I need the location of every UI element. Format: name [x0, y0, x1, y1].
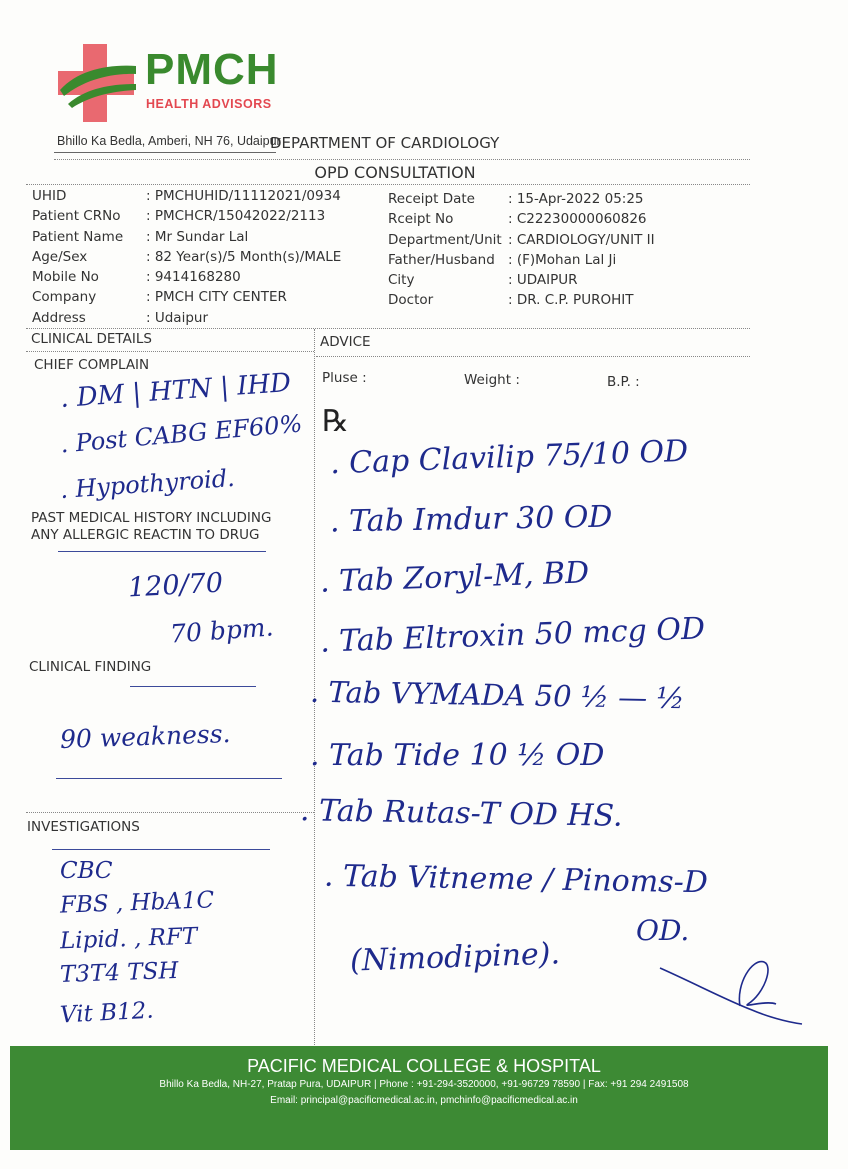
handwritten-complaint: . Hypothyroid. — [59, 463, 236, 505]
header-address: Bhillo Ka Bedla, Amberi, NH 76, Udaipur — [57, 134, 281, 148]
footer-hospital-name: PACIFIC MEDICAL COLLEGE & HOSPITAL — [247, 1056, 601, 1076]
underline — [52, 849, 270, 850]
handwritten-prescription: . Tab Tide 10 ½ OD — [310, 738, 605, 773]
info-row: Father/Husband : (F)Mohan Lal Ji — [388, 251, 617, 268]
pulse-label: Pluse : — [322, 370, 367, 386]
clinical-details-heading: CLINICAL DETAILS — [31, 331, 152, 347]
footer-address: Bhillo Ka Bedla, NH-27, Pratap Pura, UDAIPUR | Phone : +91-294-3520000, +91-96729 78590 | Fax: +91 294 2491508 — [159, 1079, 689, 1090]
advice-heading: ADVICE — [320, 334, 371, 350]
info-row: Doctor : DR. C.P. PUROHIT — [388, 292, 634, 309]
divider — [316, 356, 750, 357]
investigations-heading: INVESTIGATIONS — [27, 819, 140, 835]
divider — [54, 159, 750, 160]
handwritten-investigation: CBC — [60, 858, 113, 884]
address-underline — [54, 152, 276, 153]
handwritten-investigation: FBS , HbA1C — [59, 887, 215, 919]
info-row: Address : Udaipur — [32, 309, 208, 326]
handwritten-prescription: . Cap Clavilip 75/10 OD — [329, 433, 689, 482]
handwritten-finding: 90 weakness. — [59, 719, 231, 754]
handwritten-prescription: (Nimodipine). — [349, 936, 561, 979]
rx-symbol: ℞ — [322, 404, 349, 439]
divider — [26, 812, 314, 813]
doctor-signature — [656, 954, 806, 1030]
handwritten-complaint: . Post CABG EF60% — [59, 409, 304, 459]
brand-subtitle: HEALTH ADVISORS — [146, 97, 272, 111]
handwritten-prescription: . Tab VYMADA 50 ½ — ½ — [309, 674, 685, 716]
brand-name: PMCH — [145, 45, 279, 94]
underline — [56, 778, 282, 779]
info-row: Mobile No : 9414168280 — [32, 269, 241, 286]
divider — [26, 351, 314, 352]
form-title: OPD CONSULTATION — [314, 163, 476, 182]
info-row: Company : PMCH CITY CENTER — [32, 289, 287, 306]
pmch-logo-icon — [58, 44, 138, 122]
patient-info-left — [32, 186, 341, 328]
info-row: Receipt Date : 15-Apr-2022 05:25 — [388, 191, 644, 207]
divider — [26, 328, 750, 329]
footer-email: Email: principal@pacificmedical.ac.in, pmchinfo@pacificmedical.ac.in — [270, 1095, 578, 1106]
bp-label: B.P. : — [607, 374, 640, 390]
divider — [26, 184, 750, 185]
patient-info-right — [388, 189, 655, 311]
clinical-finding-heading: CLINICAL FINDING — [29, 659, 152, 675]
handwritten-prescription: . Tab Vitneme / Pinoms-D — [323, 858, 709, 901]
underline — [130, 686, 256, 687]
info-row: Rceipt No : C22230000060826 — [388, 211, 647, 228]
info-row: UHID : PMCHUHID/11112021/0934 — [32, 188, 341, 204]
handwritten-prescription: . Tab Imdur 30 OD — [329, 499, 613, 540]
chief-complain-heading: CHIEF COMPLAIN — [34, 357, 150, 373]
info-row: Patient Name : Mr Sundar Lal — [32, 228, 249, 245]
past-history-heading: PAST MEDICAL HISTORY INCLUDING ANY ALLERGIC REACTIN TO DRUG — [31, 510, 272, 543]
handwritten-prescription: . Tab Eltroxin 50 mcg OD — [319, 611, 706, 660]
handwritten-investigation: T3T4 TSH — [59, 957, 179, 989]
info-row: City : UDAIPUR — [388, 272, 578, 289]
handwritten-investigation: Vit B12. — [59, 997, 155, 1029]
info-row: Department/Unit : CARDIOLOGY/UNIT II — [388, 231, 655, 248]
handwritten-complaint: . DM | HTN | IHD — [59, 367, 292, 415]
handwritten-vital: 120/70 — [127, 567, 224, 604]
handwritten-investigation: Lipid. , RFT — [59, 923, 198, 955]
info-row: Patient CRNo : PMCHCR/15042022/2113 — [32, 208, 326, 225]
handwritten-prescription: . Tab Zoryl-M, BD — [319, 555, 590, 600]
handwritten-prescription: OD. — [636, 914, 690, 947]
underline — [58, 551, 266, 552]
department-title: DEPARTMENT OF CARDIOLOGY — [270, 134, 500, 152]
handwritten-vital: 70 bpm. — [169, 612, 275, 649]
info-row: Age/Sex : 82 Year(s)/5 Month(s)/MALE — [32, 248, 342, 265]
weight-label: Weight : — [464, 372, 520, 388]
handwritten-prescription: . Tab Rutas-T OD HS. — [299, 793, 623, 834]
